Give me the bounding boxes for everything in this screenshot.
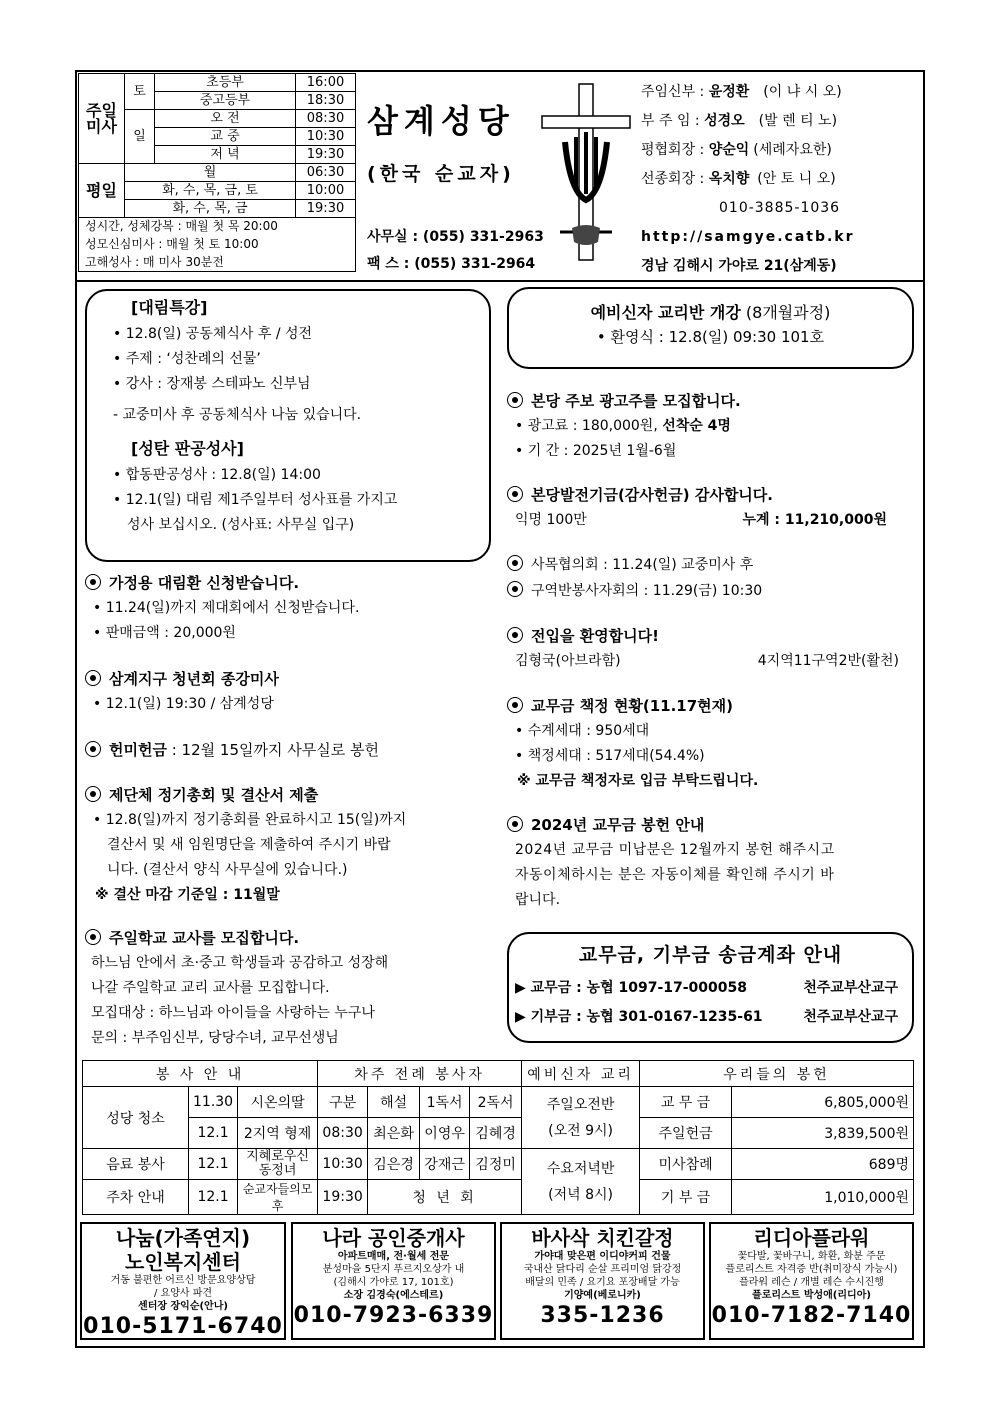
table-cell: 김정미 bbox=[470, 1149, 522, 1180]
mass-time: 19:30 bbox=[296, 200, 356, 218]
class-time: (오전 9시) bbox=[548, 1122, 614, 1139]
offering-section bbox=[85, 738, 495, 763]
mass-time: 18:30 bbox=[296, 92, 356, 110]
table-cell: 12.1 bbox=[189, 1118, 238, 1149]
ad-phone: 010-5171-6740 bbox=[83, 1314, 283, 1339]
table-cell: 김혜경 bbox=[470, 1118, 522, 1149]
meeting-section bbox=[85, 783, 495, 908]
newcomer-name: 김형국(아브라함) bbox=[515, 653, 621, 669]
dues-section bbox=[507, 694, 917, 794]
transfer-section bbox=[507, 940, 914, 1030]
bullet-circle-icon bbox=[507, 555, 523, 571]
table-header: 봉 사 안 내 bbox=[83, 1061, 318, 1087]
table-cell: 성당 청소 bbox=[83, 1087, 189, 1149]
list-item: • 12.8(일)까지 정기총회를 완료하시고 15(일)까지 bbox=[85, 808, 495, 833]
table-cell: 2독서 bbox=[470, 1087, 522, 1118]
youth-section bbox=[85, 667, 495, 717]
table-header: 예비신자 교리 bbox=[522, 1061, 640, 1087]
table-cell: 음료 봉사 bbox=[83, 1149, 189, 1180]
offering-value: 6,805,000원 bbox=[732, 1087, 914, 1118]
teachers-section bbox=[85, 926, 495, 1051]
list-item: • 12.1(일) 19:30 / 삼계성당 bbox=[85, 692, 495, 717]
meeting-item: 구역반봉사자회의 : 11.29(금) 10:30 bbox=[507, 583, 762, 599]
transfer-title: 교무금, 기부금 송금계좌 안내 bbox=[578, 944, 843, 966]
offering-value: 3,839,500원 bbox=[732, 1118, 914, 1149]
offering-label: 주일헌금 bbox=[640, 1118, 732, 1149]
mass-notes bbox=[78, 217, 356, 272]
table-cell: 10:30 bbox=[318, 1149, 368, 1180]
list-item-continuation: 니다. (결산서 양식 사무실에 있습니다.) bbox=[107, 862, 348, 878]
catechumen-welcome: 환영식 : 12.8(일) 09:30 101호 bbox=[610, 328, 825, 346]
mass-name: 오 전 bbox=[155, 110, 296, 128]
fax-number: 팩 스 : (055) 331-2964 bbox=[367, 256, 536, 272]
staff-row: 주임신부 : 윤정환 (이 냐 시 오) bbox=[641, 84, 842, 100]
notice2024-section bbox=[507, 813, 917, 913]
offering-value: 689명 bbox=[732, 1149, 914, 1180]
bullet-circle-icon bbox=[507, 697, 523, 713]
section-title: 본당발전기금(감사헌금) 감사합니다. bbox=[531, 486, 773, 504]
table-header: 우리들의 봉헌 bbox=[640, 1061, 914, 1087]
mass-name: 중고등부 bbox=[155, 92, 296, 110]
fund-donor: 익명 100만 bbox=[515, 512, 587, 528]
mass-time: 10:00 bbox=[296, 182, 356, 200]
section-title: 제단체 정기총회 및 결산서 제출 bbox=[109, 786, 319, 804]
mass-name: 월 bbox=[125, 164, 296, 182]
table-cell: 주차 안내 bbox=[83, 1180, 189, 1215]
transfer-owner: 천주교부산교구 bbox=[803, 980, 898, 996]
meetings-section bbox=[507, 552, 917, 604]
welcome-section bbox=[507, 624, 907, 674]
table-cell: 최은화 bbox=[368, 1118, 420, 1149]
mass-name: 초등부 bbox=[155, 74, 296, 92]
mass-time: 06:30 bbox=[296, 164, 356, 182]
ad-nursing-center: 나눔(가족연지) 노인복지센터 거동 불편한 어르신 방문요양상담 / 요양사 파견 센터장 장익순(안나) 010-5171-6740 bbox=[80, 1222, 286, 1340]
advent-section bbox=[105, 295, 485, 538]
table-cell: 12.1 bbox=[189, 1180, 238, 1215]
table-cell: 이영우 bbox=[420, 1118, 470, 1149]
advent-lecture-title: [대림특강] bbox=[131, 298, 208, 317]
paragraph-line: 2024년 교무금 미납분은 12월까지 봉헌 해주시고 bbox=[515, 842, 835, 858]
table-cell: 2지역 형제 bbox=[238, 1118, 318, 1149]
address: 경남 김해시 가야로 21(삼계동) bbox=[641, 258, 837, 274]
meeting-item: 사목협의회 : 11.24(일) 교중미사 후 bbox=[507, 557, 753, 573]
table-cell: 구분 bbox=[318, 1087, 368, 1118]
table-cell: 순교자들의모후 bbox=[238, 1180, 318, 1215]
mass-note: 성시간, 성체강복 : 매월 첫 목 20:00 bbox=[85, 219, 278, 233]
bullet-circle-icon bbox=[85, 929, 101, 945]
paragraph-line: 나갈 주일학교 교리 교사를 모집합니다. bbox=[91, 980, 330, 996]
advent-note: - 교중미사 후 공동체식사 나눔 있습니다. bbox=[113, 407, 362, 423]
table-header: 차주 전례 봉사자 bbox=[318, 1061, 522, 1087]
catechumen-duration: (8개월과정) bbox=[740, 303, 831, 322]
table-cell: 12.1 bbox=[189, 1149, 238, 1180]
section-title: 본당 주보 광고주를 모집합니다. bbox=[531, 392, 741, 410]
mass-name: 화, 수, 목, 금 bbox=[125, 200, 296, 218]
paragraph-line: 랍니다. bbox=[515, 892, 561, 908]
ad-phone: 010-7923-6339 bbox=[293, 1303, 494, 1328]
ad-limit: 선착순 4명 bbox=[662, 418, 731, 434]
class-name: 수요저녁반 bbox=[546, 1160, 615, 1177]
ad-flower: 리디아플라워 꽃다발, 꽃바구니, 화환, 화분 주문 플로리스트 자격증 반(취미장식 가능시) 플라워 레슨 / 개별 레슨 수시진행 플로리스트 박성애(리디아) 010-7182-7140 bbox=[709, 1222, 914, 1340]
paragraph-line: 자동이체하시는 분은 자동이체를 확인해 주시기 바 bbox=[515, 867, 835, 883]
bullet-circle-icon bbox=[85, 670, 101, 686]
ad-phone: 010-7182-7140 bbox=[711, 1303, 912, 1328]
bullet-circle-icon bbox=[85, 741, 101, 757]
mass-time: 19:30 bbox=[296, 146, 356, 164]
list-item: • 11.24(일)까지 제대회에서 신청받습니다. bbox=[85, 596, 495, 621]
section-title: 헌미헌금 bbox=[109, 741, 167, 759]
class-time: (저녁 8시) bbox=[548, 1186, 614, 1203]
catechumen-section: 예비신자 교리반 개강 (8개월과정) • 환영식 : 12.8(일) 09:30 101호 bbox=[590, 303, 831, 346]
bullet-circle-icon bbox=[85, 574, 101, 590]
list-item: • 강사 : 장재봉 스테파노 신부님 bbox=[105, 372, 485, 397]
section-title: 가정용 대림환 신청받습니다. bbox=[109, 574, 300, 592]
ad-period: • 기 간 : 2025년 1월-6월 bbox=[507, 439, 917, 464]
office-phone: 사무실 : (055) 331-2963 bbox=[367, 229, 544, 245]
table-cell: 1독서 bbox=[420, 1087, 470, 1118]
staff-list bbox=[641, 78, 855, 281]
catechumen-title: 예비신자 교리반 개강 bbox=[590, 303, 741, 322]
newcomer-area: 4지역11구역2반(활천) bbox=[757, 653, 899, 669]
list-item: • 12.8(일) 공동체식사 후 / 성전 bbox=[105, 322, 485, 347]
ad-realtor: 나라 공인중개사 아파트매매, 전·월세 전문 분성마을 5단지 푸르지오상가 내 (김해시 가야로 17, 101호) 소장 김경숙(에스테르) 010-7923-6339 bbox=[291, 1222, 496, 1340]
mass-note: 고해성사 : 매 미사 30분전 bbox=[85, 255, 224, 269]
ad-phone: 335-1236 bbox=[540, 1303, 665, 1328]
mass-time: 16:00 bbox=[296, 74, 356, 92]
offering-label: 교 무 금 bbox=[640, 1087, 732, 1118]
confession-title: [성탄 판공성사] bbox=[131, 439, 244, 458]
list-item-continuation: 결산서 및 새 임원명단을 제출하여 주시기 바랍 bbox=[107, 837, 391, 853]
table-cell: 해설 bbox=[368, 1087, 420, 1118]
section-title: 주일학교 교사를 모집합니다. bbox=[109, 929, 300, 947]
section-title: 전입을 환영합니다! bbox=[531, 627, 659, 645]
staff-row: 평협회장 : 양순익 (세례자요한) bbox=[641, 142, 832, 158]
list-item: • 주제 : ‘성찬례의 선물’ bbox=[105, 347, 485, 372]
list-item: • 12.1(일) 대림 제1주일부터 성사표를 가지고 bbox=[105, 488, 485, 513]
transfer-owner: 천주교부산교구 bbox=[803, 1009, 898, 1025]
bullet-circle-icon bbox=[507, 392, 523, 408]
table-cell: 19:30 bbox=[318, 1180, 368, 1215]
section-title: 삼계지구 청년회 종강미사 bbox=[109, 670, 279, 688]
bullet-circle-icon bbox=[507, 816, 523, 832]
bullet-circle-icon bbox=[507, 486, 523, 502]
mass-name: 저 녁 bbox=[155, 146, 296, 164]
mass-name: 교 중 bbox=[155, 128, 296, 146]
class-name: 주일오전반 bbox=[546, 1096, 615, 1113]
mass-time: 10:30 bbox=[296, 128, 356, 146]
bullet-circle-icon bbox=[507, 581, 523, 597]
paragraph-line: 하느님 안에서 초·중고 학생들과 공감하고 성장해 bbox=[91, 955, 389, 971]
staff-row: 부 주 임 : 성경오 (발 렌 티 노) bbox=[641, 113, 838, 129]
service-table bbox=[82, 1060, 914, 1215]
bullet-circle-icon bbox=[507, 627, 523, 643]
offering-value: 1,010,000원 bbox=[732, 1180, 914, 1215]
mass-time: 08:30 bbox=[296, 110, 356, 128]
table-cell: 지혜로우신 동정녀 bbox=[238, 1149, 318, 1180]
church-title: 삼계성당 bbox=[367, 102, 515, 140]
meeting-note: ※ 결산 마감 기준일 : 11월말 bbox=[95, 887, 280, 903]
list-item: • 판매금액 : 20,000원 bbox=[85, 621, 495, 646]
staff-row: 선종회장 : 옥치향 (안 토 니 오) bbox=[641, 171, 836, 187]
mass-note: 성모신심미사 : 매월 첫 토 10:00 bbox=[85, 237, 259, 251]
cross-logo-icon bbox=[540, 82, 632, 262]
offering-label: 미사참례 bbox=[640, 1149, 732, 1180]
transfer-account: ▶ 기부금 : 농협 301-0167-1235-61 bbox=[515, 1009, 763, 1025]
section-title: 교무금 책정 현황(11.17현재) bbox=[531, 697, 734, 715]
table-cell: 08:30 bbox=[318, 1118, 368, 1149]
paragraph-line: 모집대상 : 하느님과 아이들을 사랑하는 누구나 bbox=[91, 1005, 375, 1021]
mass-name: 화, 수, 목, 금, 토 bbox=[125, 182, 296, 200]
table-cell: 김은경 bbox=[368, 1149, 420, 1180]
wreath-section bbox=[85, 571, 495, 646]
contact-phone: 010-3885-1036 bbox=[719, 200, 841, 216]
section-text: : 12월 15일까지 사무실로 봉헌 bbox=[166, 741, 379, 759]
table-cell: 11.30 bbox=[189, 1087, 238, 1118]
section-title: 2024년 교무금 봉헌 안내 bbox=[531, 816, 705, 834]
table-cell: 청 년 회 bbox=[368, 1180, 522, 1215]
bullet-circle-icon bbox=[85, 786, 101, 802]
saturday-label: 토 bbox=[125, 74, 155, 110]
list-item: • 합동판공성사 : 12.8(일) 14:00 bbox=[105, 463, 485, 488]
sunday-mass-label: 주일 미사 bbox=[79, 74, 125, 164]
ads-section bbox=[507, 389, 917, 464]
list-item-continuation: 성사 보십시오. (성사표: 사무실 입구) bbox=[127, 517, 355, 533]
fund-section bbox=[507, 483, 907, 533]
list-item: • 책정세대 : 517세대(54.4%) bbox=[507, 744, 917, 769]
church-subtitle: (한국 순교자) bbox=[367, 163, 515, 185]
list-item: • 수계세대 : 950세대 bbox=[507, 719, 917, 744]
weekday-mass-label: 평일 bbox=[79, 164, 125, 218]
ad-chicken: 바사삭 치킨갈정 가야대 맞은편 이디야커피 건물 국내산 닭다리 순살 프리미엄 닭강정 배달의 민족 / 요기요 포장배달 가능 기양예(베로니카) 335-1236 bbox=[500, 1222, 705, 1340]
website-url[interactable]: http://samgye.catb.kr bbox=[641, 229, 855, 245]
dues-note: ※ 교무금 책정자로 입금 부탁드립니다. bbox=[517, 773, 759, 789]
sunday-label: 일 bbox=[125, 110, 155, 164]
table-cell: 강재근 bbox=[420, 1149, 470, 1180]
ad-fee: 광고료 : 180,000원, bbox=[527, 418, 663, 434]
fund-total: 누계 : 11,210,000원 bbox=[742, 512, 887, 528]
transfer-account: ▶ 교무금 : 농협 1097-17-000058 bbox=[515, 980, 747, 996]
paragraph-line: 문의 : 부주임신부, 당당수녀, 교무선생님 bbox=[91, 1030, 339, 1046]
mass-schedule bbox=[78, 73, 356, 218]
table-cell: 시온의딸 bbox=[238, 1087, 318, 1118]
offering-label: 기 부 금 bbox=[640, 1180, 732, 1215]
